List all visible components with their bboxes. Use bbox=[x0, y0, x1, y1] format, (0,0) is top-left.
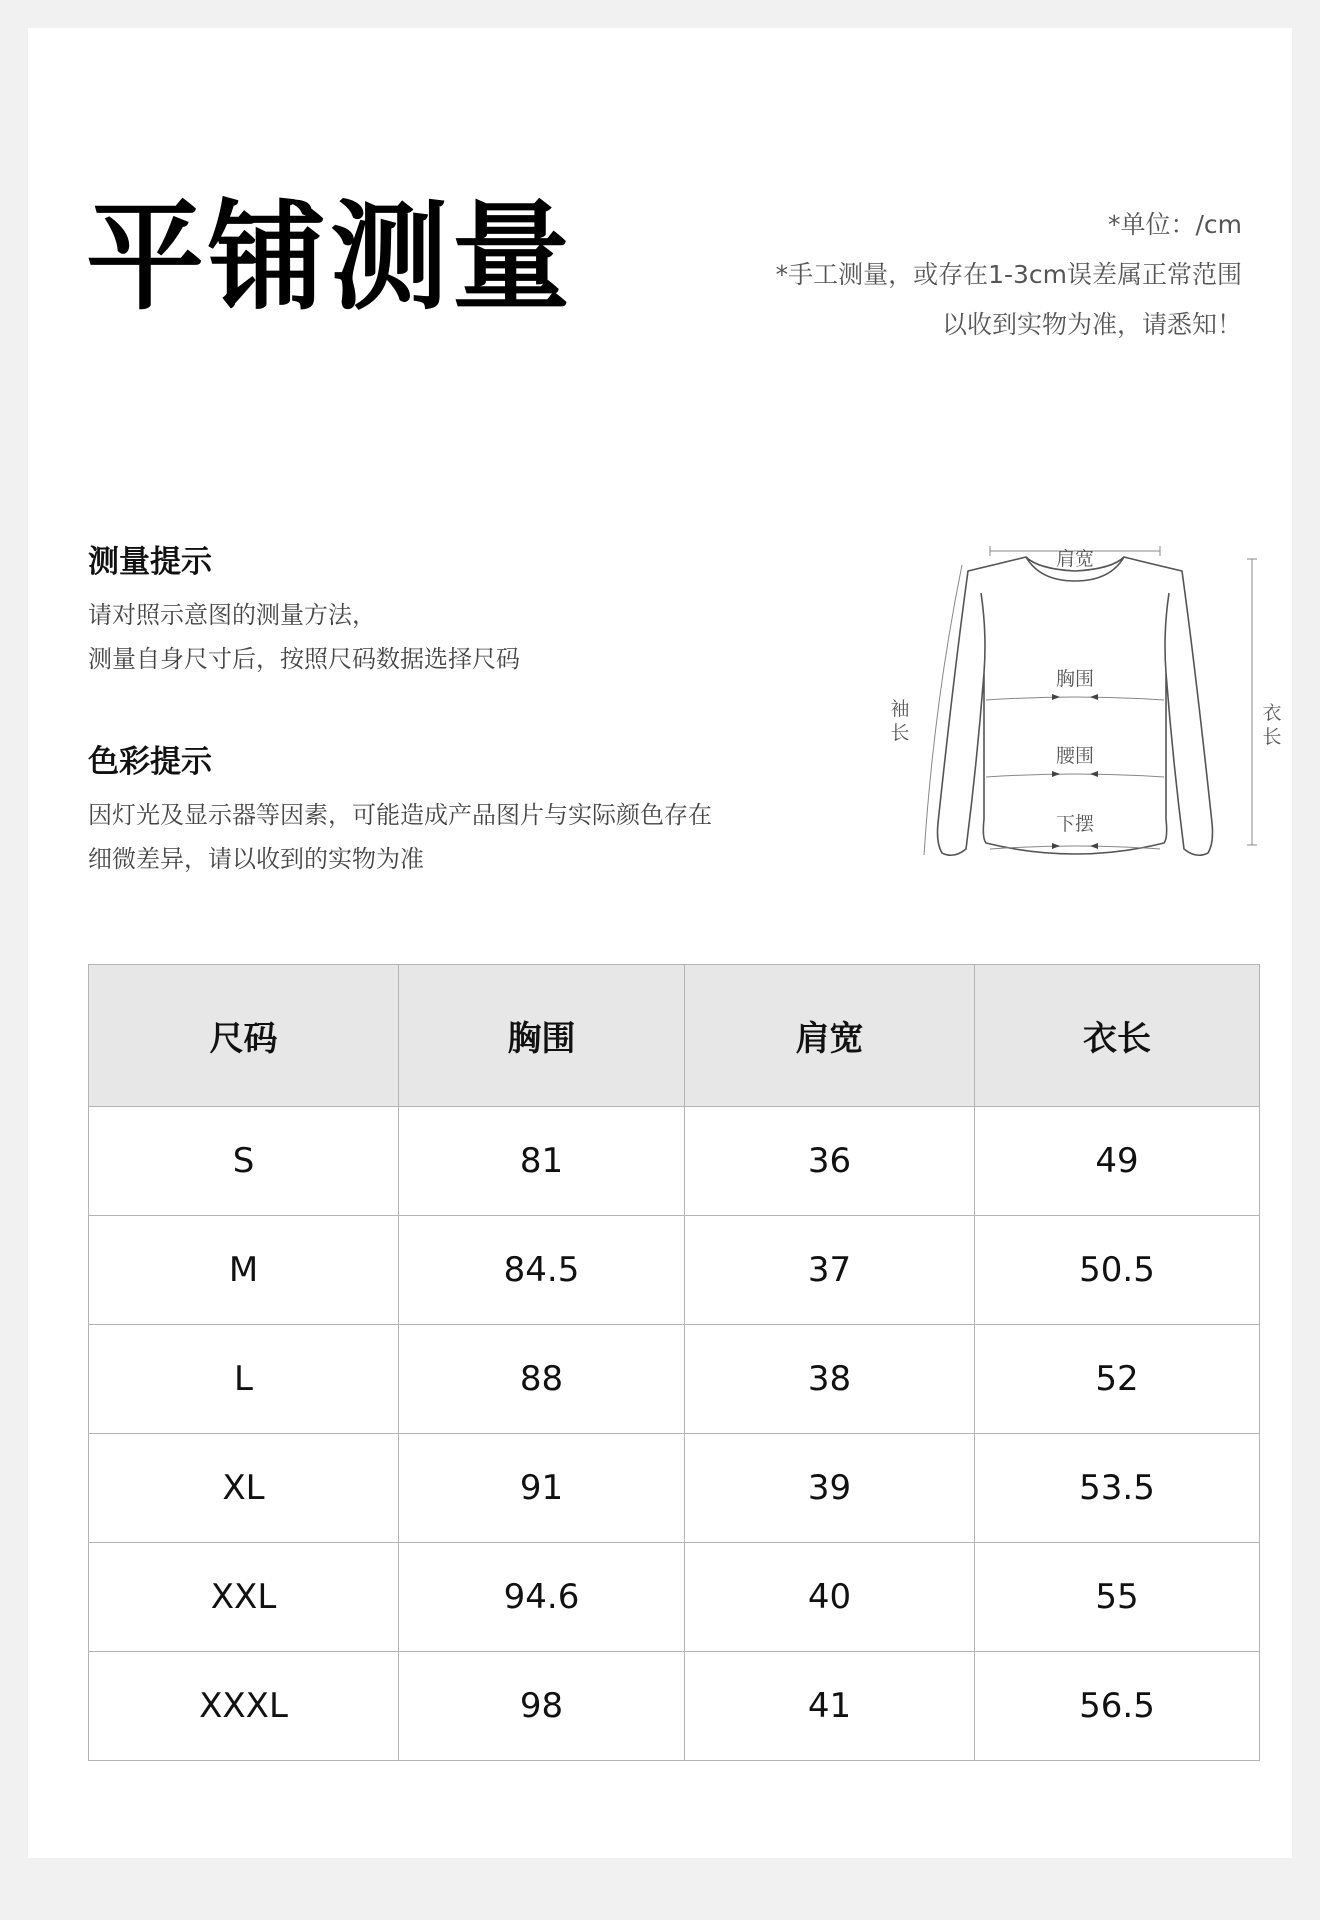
cell-shoulder: 39 bbox=[685, 1434, 975, 1543]
color-tip-line: 细微差异，请以收到的实物为准 bbox=[88, 845, 424, 873]
table-row bbox=[89, 1107, 1260, 1216]
length-label-1: 衣 bbox=[1262, 702, 1282, 724]
cell-chest: 91 bbox=[399, 1434, 685, 1543]
cell-shoulder: 40 bbox=[685, 1543, 975, 1652]
cell-chest: 88 bbox=[399, 1325, 685, 1434]
table-row bbox=[89, 1652, 1260, 1761]
cell-size: M bbox=[89, 1216, 399, 1325]
chest-label: 胸围 bbox=[1055, 668, 1095, 690]
sleeve-label-2: 长 bbox=[890, 722, 910, 744]
unit-note: *单位：/cm bbox=[1107, 210, 1242, 239]
cell-chest: 98 bbox=[399, 1652, 685, 1761]
measure-tip-line: 测量自身尺寸后，按照尺码数据选择尺码 bbox=[88, 645, 520, 673]
cell-length: 56.5 bbox=[975, 1652, 1260, 1761]
garment-measurement-diagram bbox=[878, 523, 1288, 923]
header-size: 尺码 bbox=[89, 965, 399, 1107]
cell-size: L bbox=[89, 1325, 399, 1434]
error-note: *手工测量，或存在1-3cm误差属正常范围 bbox=[775, 260, 1242, 289]
measure-tip-line: 请对照示意图的测量方法， bbox=[88, 601, 376, 629]
sweater-outline-icon bbox=[938, 557, 1213, 855]
color-tip-line: 因灯光及显示器等因素，可能造成产品图片与实际颜色存在 bbox=[88, 801, 712, 829]
cell-length: 55 bbox=[975, 1543, 1260, 1652]
cell-size: XXL bbox=[89, 1543, 399, 1652]
cell-size: XXXL bbox=[89, 1652, 399, 1761]
length-label-2: 长 bbox=[1262, 726, 1282, 748]
sleeve-label-1: 袖 bbox=[890, 698, 910, 720]
measure-guides bbox=[924, 546, 1257, 855]
page-title: 平铺测量 bbox=[86, 188, 575, 326]
color-tip-body bbox=[88, 793, 712, 881]
table-row bbox=[89, 1216, 1260, 1325]
table-row bbox=[89, 1434, 1260, 1543]
measurement-notes bbox=[776, 200, 1242, 350]
color-tip-title: 色彩提示 bbox=[88, 744, 212, 780]
cell-shoulder: 38 bbox=[685, 1325, 975, 1434]
cell-length: 50.5 bbox=[975, 1216, 1260, 1325]
cell-size: XL bbox=[89, 1434, 399, 1543]
measure-tip-body bbox=[88, 593, 520, 681]
cell-size: S bbox=[89, 1107, 399, 1216]
waist-label: 腰围 bbox=[1055, 745, 1095, 767]
table-row bbox=[89, 1325, 1260, 1434]
cell-shoulder: 37 bbox=[685, 1216, 975, 1325]
shoulder-label: 肩宽 bbox=[1055, 548, 1095, 570]
cell-length: 52 bbox=[975, 1325, 1260, 1434]
cell-shoulder: 36 bbox=[685, 1107, 975, 1216]
size-chart-card bbox=[28, 28, 1292, 1858]
cell-chest: 94.6 bbox=[399, 1543, 685, 1652]
header-length: 衣长 bbox=[975, 965, 1260, 1107]
hem-label: 下摆 bbox=[1055, 813, 1095, 835]
table-row bbox=[89, 1543, 1260, 1652]
header-chest: 胸围 bbox=[399, 965, 685, 1107]
header-shoulder: 肩宽 bbox=[685, 965, 975, 1107]
measure-tip-title: 测量提示 bbox=[88, 544, 212, 580]
cell-chest: 81 bbox=[399, 1107, 685, 1216]
cell-chest: 84.5 bbox=[399, 1216, 685, 1325]
cell-shoulder: 41 bbox=[685, 1652, 975, 1761]
cell-length: 53.5 bbox=[975, 1434, 1260, 1543]
cell-length: 49 bbox=[975, 1107, 1260, 1216]
table-header-row bbox=[89, 965, 1260, 1107]
disclaimer-note: 以收到实物为准，请悉知！ bbox=[941, 310, 1242, 339]
size-table bbox=[88, 964, 1260, 1761]
